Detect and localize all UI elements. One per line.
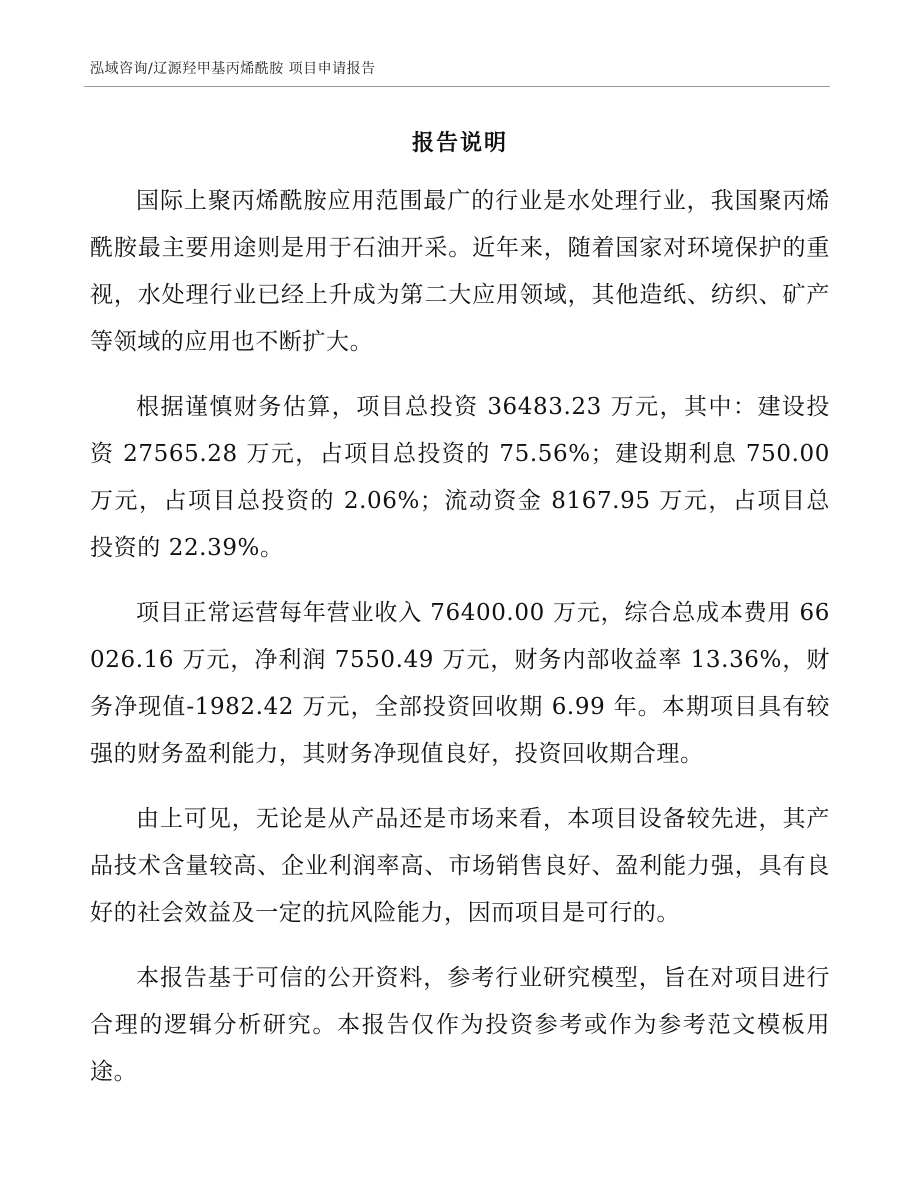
paragraph-disclaimer: 本报告基于可信的公开资料，参考行业研究模型，旨在对项目进行合理的逻辑分析研究。本报告仅作为投资参考或作为参考范文模板用途。	[90, 965, 830, 1085]
paragraph-financial-performance: 项目正常运营每年营业收入 76400.00 万元，综合总成本费用 66026.16 万元，净利润 7550.49 万元，财务内部收益率 13.36%，财务净现值-1982.42 万元，全部投资回收期 6.99 年。本期项目具有较强的财务盈利能力，其财务净现值良好，投资回收期合理。	[90, 600, 830, 767]
page-title: 报告说明	[411, 131, 508, 156]
running-header: 泓域咨询/辽源羟甲基丙烯酰胺 项目申请报告	[90, 61, 376, 77]
header-divider	[84, 86, 830, 87]
paragraph-industry-overview: 国际上聚丙烯酰胺应用范围最广的行业是水处理行业，我国聚丙烯酰胺最主要用途则是用于石油开采。近年来，随着国家对环境保护的重视，水处理行业已经上升成为第二大应用领域，其他造纸、纺织、矿产等领域的应用也不断扩大。	[90, 188, 830, 355]
paragraph-feasibility-conclusion: 由上可见，无论是从产品还是市场来看，本项目设备较先进，其产品技术含量较高、企业利润率高、市场销售良好、盈利能力强，具有良好的社会效益及一定的抗风险能力，因而项目是可行的。	[90, 806, 830, 926]
paragraph-investment-estimate: 根据谨慎财务估算，项目总投资 36483.23 万元，其中：建设投资 27565.28 万元，占项目总投资的 75.56%；建设期利息 750.00 万元，占项目总投资的 2.06%；流动资金 8167.95 万元，占项目总投资的 22.39%。	[90, 394, 830, 561]
report-body	[90, 178, 830, 1114]
